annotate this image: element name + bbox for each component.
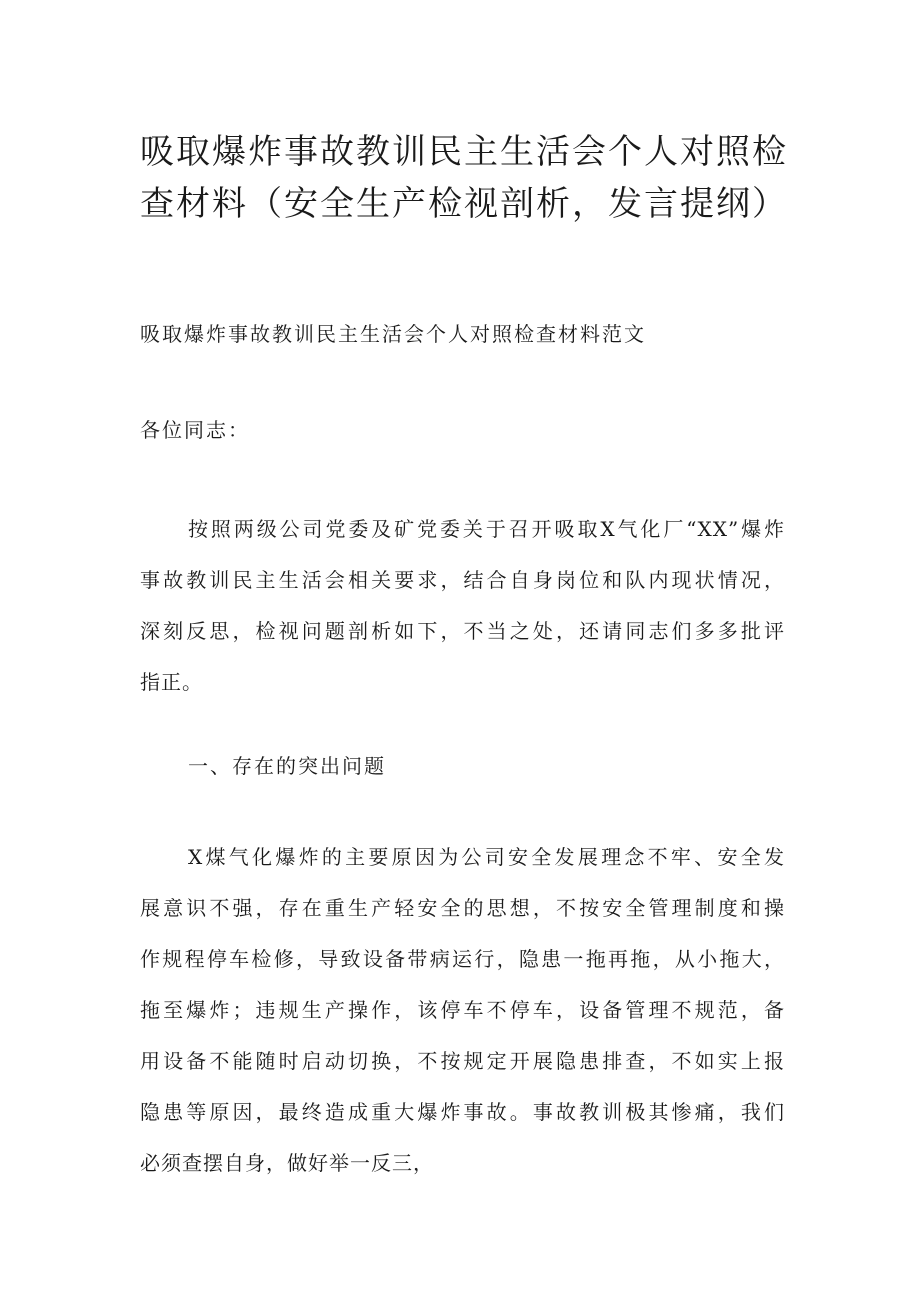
salutation: 各位同志： (140, 418, 250, 442)
paragraph-line: 作规程停车检修，导致设备带病运行，隐患一拖再拖，从小拖大， (140, 947, 785, 971)
paragraph-line: 深刻反思，检视问题剖析如下，不当之处，还请同志们多多批评 (140, 619, 785, 643)
paragraph-intro (140, 504, 785, 708)
paragraph-line: 事故教训民主生活会相关要求，结合自身岗位和队内现状情况， (140, 568, 785, 592)
section-heading: 一、存在的突出问题 (188, 754, 386, 778)
paragraph-problems (140, 832, 785, 1189)
paragraph-line: 指正。 (140, 670, 203, 694)
paragraph-line: 用设备不能随时启动切换，不按规定开展隐患排查，不如实上报 (140, 1049, 785, 1073)
paragraph-line: 隐患等原因，最终造成重大爆炸事故。事故教训极其惨痛，我们 (140, 1100, 785, 1124)
paragraph-line: 拖至爆炸；违规生产操作，该停车不停车，设备管理不规范，备 (140, 998, 785, 1022)
document-subtitle: 吸取爆炸事故教训民主生活会个人对照检查材料范文 (140, 322, 646, 346)
paragraph-line: 必须查摆自身，做好举一反三， (140, 1151, 434, 1175)
document-title-line-2: 查材料（安全生产检视剖析，发言提纲） (140, 184, 788, 224)
document-title (140, 126, 788, 230)
paragraph-line: X煤气化爆炸的主要原因为公司安全发展理念不牢、安全发 (188, 845, 785, 869)
document-title-line-1: 吸取爆炸事故教训民主生活会个人对照检 (140, 132, 788, 172)
paragraph-line: 按照两级公司党委及矿党委关于召开吸取X气化厂“XX”爆炸 (188, 517, 785, 541)
paragraph-line: 展意识不强，存在重生产轻安全的思想，不按安全管理制度和操 (140, 896, 785, 920)
